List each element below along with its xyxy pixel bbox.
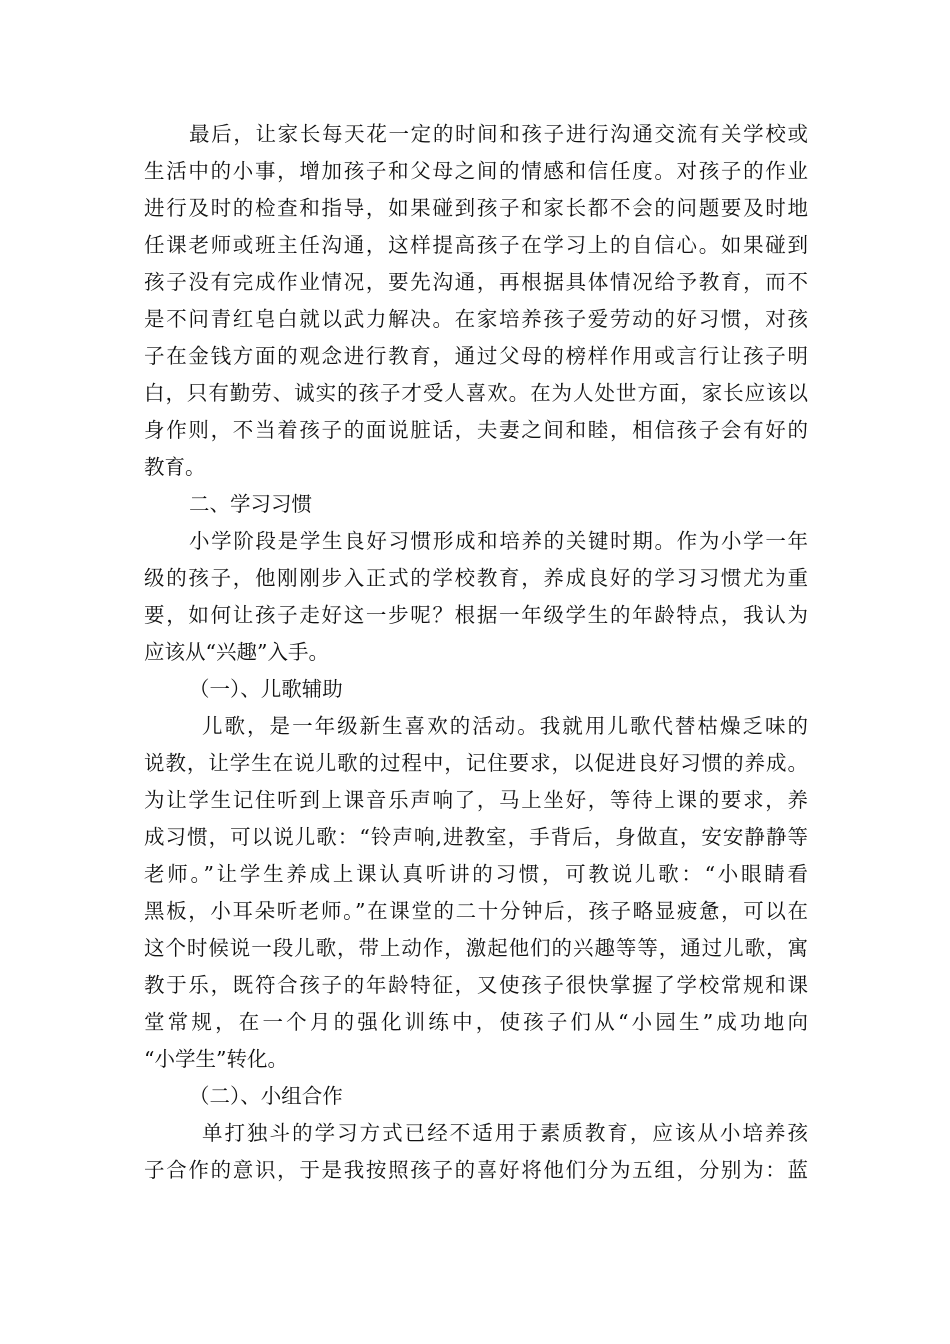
paragraph-line: 应该从“兴趣”入手。 — [144, 640, 329, 664]
paragraph-line: 要，如何让孩子走好这一步呢？根据一年级学生的年龄特点，我认为 — [144, 603, 808, 627]
paragraph-line: 白，只有勤劳、诚实的孩子才受人喜欢。在为人处世方面，家长应该以 — [144, 381, 808, 405]
paragraph — [144, 523, 808, 671]
paragraph-line: 身作则，不当着孩子的面说脏话，夫妻之间和睦，相信孩子会有好的 — [144, 418, 808, 442]
paragraph — [144, 708, 808, 1078]
paragraph-line: 子合作的意识，于是我按照孩子的喜好将他们分为五组，分别为：蓝 — [144, 1158, 808, 1182]
paragraph-line: 为让学生记住听到上课音乐声响了，马上坐好，等待上课的要求，养 — [144, 788, 808, 812]
section-heading: （一）、儿歌辅助 — [189, 677, 343, 701]
paragraph-line: 教于乐，既符合孩子的年龄特征，又使孩子很快掌握了学校常规和课 — [144, 973, 808, 997]
paragraph-line: 成习惯，可以说儿歌：“铃声响,进教室，手背后，身做直，安安静静等 — [144, 825, 808, 849]
paragraph-line: 这个时候说一段儿歌，带上动作，激起他们的兴趣等等，通过儿歌，寓 — [144, 936, 808, 960]
paragraph-line: 黑板，小耳朵听老师。”在课堂的二十分钟后，孩子略显疲惫，可以在 — [144, 899, 808, 923]
paragraph-line: 生活中的小事，增加孩子和父母之间的情感和信任度。对孩子的作业 — [144, 159, 808, 183]
paragraph — [144, 1115, 808, 1189]
document-body — [144, 116, 808, 1189]
paragraph-line: 孩子没有完成作业情况，要先沟通，再根据具体情况给予教育，而不 — [144, 270, 808, 294]
paragraph-line: 说教，让学生在说儿歌的过程中，记住要求，以促进良好习惯的养成。 — [144, 751, 808, 775]
paragraph-line: 儿歌，是一年级新生喜欢的活动。我就用儿歌代替枯燥乏味的 — [202, 714, 808, 738]
paragraph-line: “小学生”转化。 — [144, 1047, 288, 1071]
paragraph-line: 级的孩子，他刚刚步入正式的学校教育，养成良好的学习习惯尤为重 — [144, 566, 808, 590]
paragraph-line: 进行及时的检查和指导，如果碰到孩子和家长都不会的问题要及时地 — [144, 196, 808, 220]
paragraph-line: 任课老师或班主任沟通，这样提高孩子在学习上的自信心。如果碰到 — [144, 233, 808, 257]
paragraph-line: 堂常规，在一个月的强化训练中，使孩子们从“小园生”成功地向 — [144, 1010, 808, 1034]
paragraph-line: 最后，让家长每天花一定的时间和孩子进行沟通交流有关学校或 — [189, 122, 808, 146]
paragraph-line: 是不问青红皂白就以武力解决。在家培养孩子爱劳动的好习惯，对孩 — [144, 307, 808, 331]
paragraph — [144, 116, 808, 486]
paragraph-line: 单打独斗的学习方式已经不适用于素质教育，应该从小培养孩 — [202, 1121, 808, 1145]
paragraph-line: 小学阶段是学生良好习惯形成和培养的关键时期。作为小学一年 — [189, 529, 808, 553]
section-heading: 二、学习习惯 — [189, 492, 312, 516]
paragraph-line: 老师。”让学生养成上课认真听讲的习惯，可教说儿歌：“小眼睛看 — [144, 862, 808, 886]
section-heading: （二）、小组合作 — [189, 1084, 343, 1108]
paragraph-line: 子在金钱方面的观念进行教育，通过父母的榜样作用或言行让孩子明 — [144, 344, 808, 368]
paragraph-line: 教育。 — [144, 455, 206, 479]
